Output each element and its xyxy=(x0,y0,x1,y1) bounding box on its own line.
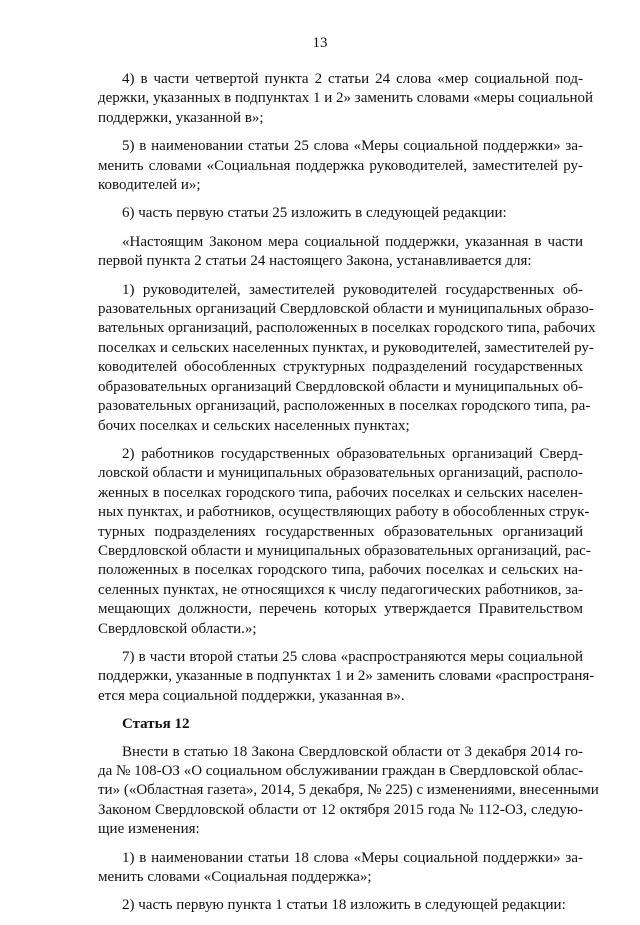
paragraph xyxy=(98,743,599,840)
paragraph-line: да № 108-ОЗ «О социальном обслуживании граждан в Свердловской облас- xyxy=(98,763,584,779)
paragraph xyxy=(98,137,583,195)
paragraph xyxy=(98,445,591,639)
paragraph-line: женных в поселках городского типа, рабочих поселках и сельских населен- xyxy=(98,484,583,501)
paragraph-line: 2) работников государственных образовательных организаций Сверд- xyxy=(122,445,583,462)
paragraph-line: 1) руководителей, заместителей руководителей государственных об- xyxy=(122,281,583,298)
paragraph-line: турных подразделениях государственных образовательных организаций xyxy=(98,523,583,540)
paragraph-line: ководителей обособленных структурных подразделений государственных xyxy=(98,359,583,376)
paragraph-line: бочих поселках и сельских населенных пунктах; xyxy=(98,417,410,434)
paragraph-line: держки, указанных в подпунктах 1 и 2» заменить словами «меры социальной xyxy=(98,90,594,107)
paragraph-line: 6) часть первую статьи 25 изложить в следующей редакции: xyxy=(122,205,507,222)
paragraph-line: поддержки, указанной в»; xyxy=(98,109,264,126)
paragraph-line: Свердловской области.»; xyxy=(98,620,257,637)
paragraph xyxy=(98,648,595,706)
paragraph xyxy=(98,849,583,888)
paragraph-line: «Настоящим Законом мера социальной поддержки, указанная в части xyxy=(122,233,583,250)
paragraph-line: поселках и сельских населенных пунктах, и руководителей, заместителей ру- xyxy=(98,339,594,356)
paragraph-line: 7) в части второй статьи 25 слова «распространяются меры социальной xyxy=(122,648,583,665)
paragraph-line: менить словами «Социальная поддержка руководителей, заместителей ру- xyxy=(98,157,583,174)
paragraph-line: 5) в наименовании статьи 25 слова «Меры социальной поддержки» за- xyxy=(122,138,583,155)
paragraph-line: 2) часть первую пункта 1 статьи 18 изложить в следующей редакции: xyxy=(122,897,566,914)
paragraph-line: разовательных организаций, расположенных в поселках городского типа, ра- xyxy=(98,398,591,415)
paragraph-line: 4) в части четвертой пункта 2 статьи 24 слова «мер социальной под- xyxy=(122,71,583,87)
paragraph xyxy=(98,204,583,223)
article-heading: Статья 12 xyxy=(122,716,190,733)
paragraph-line: разовательных организаций Свердловской области и муниципальных образо- xyxy=(98,301,594,318)
paragraph-line: вательных организаций, расположенных в поселках городского типа, рабочих xyxy=(98,320,596,337)
paragraph-line: мещающих должности, перечень которых утверждается Правительством xyxy=(98,601,583,618)
paragraph-line: щие изменения: xyxy=(98,821,200,838)
paragraph-line: менить словами «Социальная поддержка»; xyxy=(98,869,372,886)
page-number: 13 xyxy=(312,35,328,51)
paragraph-line: ти» («Областная газета», 2014, 5 декабря, № 225) с изменениями, внесенными xyxy=(98,782,599,799)
paragraph-line: ководителей и»; xyxy=(98,177,201,194)
paragraph-line: положенных в поселках городского типа, рабочих поселках и сельских на- xyxy=(98,562,583,579)
paragraph-line: Свердловской области и муниципальных образовательных организаций, рас- xyxy=(98,542,591,559)
document-body xyxy=(98,70,599,925)
paragraph xyxy=(98,896,583,915)
paragraph-line: 1) в наименовании статьи 18 слова «Меры социальной поддержки» за- xyxy=(122,849,583,866)
paragraph-line: поддержки, указанные в подпунктах 1 и 2» заменить словами «распространя- xyxy=(98,668,595,685)
paragraphs-before-heading xyxy=(98,70,596,706)
paragraph xyxy=(98,70,594,128)
paragraph-line: селенных пунктах, не относящихся к числу педагогических работников, за- xyxy=(98,581,583,598)
paragraph-line: ловской области и муниципальных образовательных организаций, располо- xyxy=(98,465,583,482)
paragraphs-after-heading xyxy=(98,743,599,916)
paragraph xyxy=(98,233,583,272)
paragraph-line: образовательных организаций Свердловской области и муниципальных об- xyxy=(98,378,583,395)
paragraph-line: ется мера социальной поддержки, указанная в». xyxy=(98,687,405,704)
paragraph-line: Внести в статью 18 Закона Свердловской области от 3 декабря 2014 го- xyxy=(122,743,583,760)
paragraph-line: первой пункта 2 статьи 24 настоящего Закона, устанавливается для: xyxy=(98,253,532,270)
paragraph-line: ных пунктах, и работников, осуществляющих работу в обособленных струк- xyxy=(98,504,590,521)
paragraph xyxy=(98,281,596,436)
paragraph-line: Законом Свердловской области от 12 октября 2015 года № 112-ОЗ, следую- xyxy=(98,801,583,818)
